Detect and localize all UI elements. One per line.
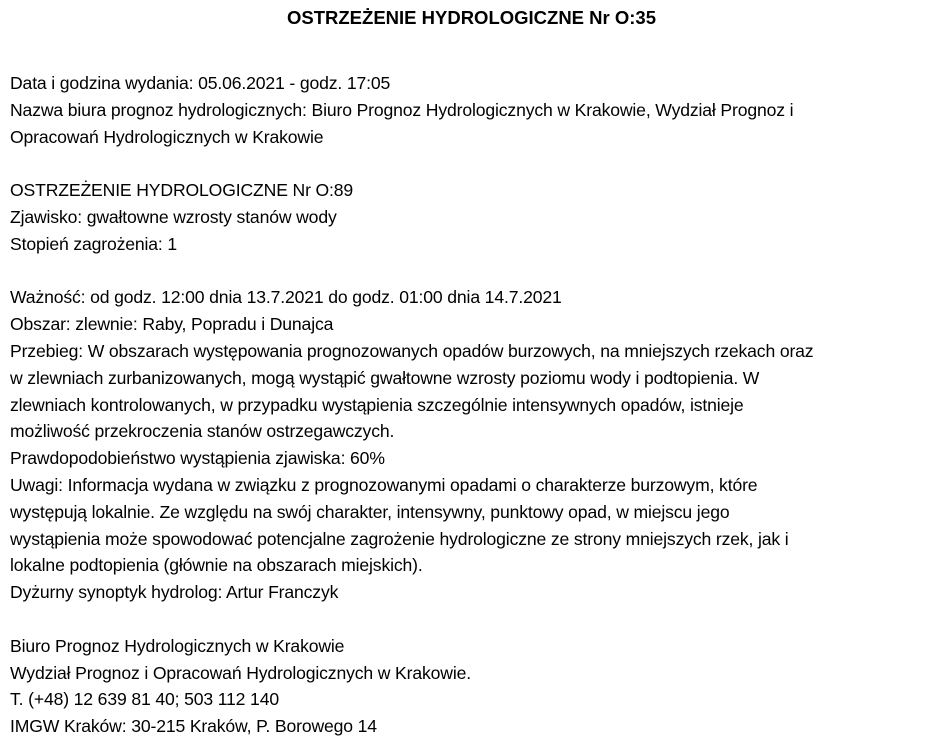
footer-department: Wydział Prognoz i Opracowań Hydrologicznych w Krakowie. [10, 662, 471, 683]
course-line: Przebieg: W obszarach występowania prognozowanych opadów burzowych, na mniejszych rzekach oraz [10, 340, 814, 361]
footer-office: Biuro Prognoz Hydrologicznych w Krakowie [10, 635, 345, 656]
area: Obszar: zlewnie: Raby, Popradu i Dunajca [10, 314, 334, 335]
course-line: możliwość przekroczenia stanów ostrzegawczych. [10, 421, 395, 442]
office-name-line-1: Nazwa biura prognoz hydrologicznych: Biuro Prognoz Hydrologicznych w Krakowie, Wydział Prognoz i [10, 99, 794, 120]
course-line: zlewniach kontrolowanych, w przypadku wystąpienia szczególnie intensywnych opadów, istnieje [10, 394, 744, 415]
validity: Ważność: od godz. 12:00 dnia 13.7.2021 do godz. 01:00 dnia 14.7.2021 [10, 287, 562, 308]
remarks-line: Uwagi: Informacja wydana w związku z prognozowanymi opadami o charakterze burzowym, które [10, 474, 758, 495]
document-title: OSTRZEŻENIE HYDROLOGICZNE Nr O:35 [286, 7, 656, 28]
spacer [10, 150, 940, 177]
course-line: w zlewniach zurbanizowanych, mogą wystąpić gwałtowne wzrosty poziomu wody i podtopienia. W [10, 367, 760, 388]
remarks-line: występują lokalnie. Ze względu na swój charakter, intensywny, punktowy opad, w miejscu jego [10, 501, 730, 522]
warning-name: OSTRZEŻENIE HYDROLOGICZNE Nr O:89 [10, 180, 354, 201]
document [10, 0, 940, 740]
footer-address: IMGW Kraków: 30-215 Kraków, P. Borowego 14 [10, 716, 377, 737]
phenomenon: Zjawisko: gwałtowne wzrosty stanów wody [10, 206, 337, 227]
remarks-line: wystąpienia może spowodować potencjalne zagrożenie hydrologiczne ze strony mniejszych rzek, jak i [10, 528, 789, 549]
probability: Prawdopodobieństwo wystąpienia zjawiska: 60% [10, 448, 385, 469]
threat-level: Stopień zagrożenia: 1 [10, 233, 178, 254]
document-body [10, 70, 940, 740]
spacer [10, 258, 940, 285]
forecaster: Dyżurny synoptyk hydrolog: Artur Franczyk [10, 582, 339, 603]
footer-phone: T. (+48) 12 639 81 40; 503 112 140 [10, 689, 279, 710]
remarks-line: lokalne podtopienia (głównie na obszarach miejskich). [10, 555, 423, 576]
spacer [10, 606, 940, 633]
issue-date: Data i godzina wydania: 05.06.2021 - godz. 17:05 [10, 73, 391, 93]
office-name-line-2: Opracowań Hydrologicznych w Krakowie [10, 126, 324, 147]
